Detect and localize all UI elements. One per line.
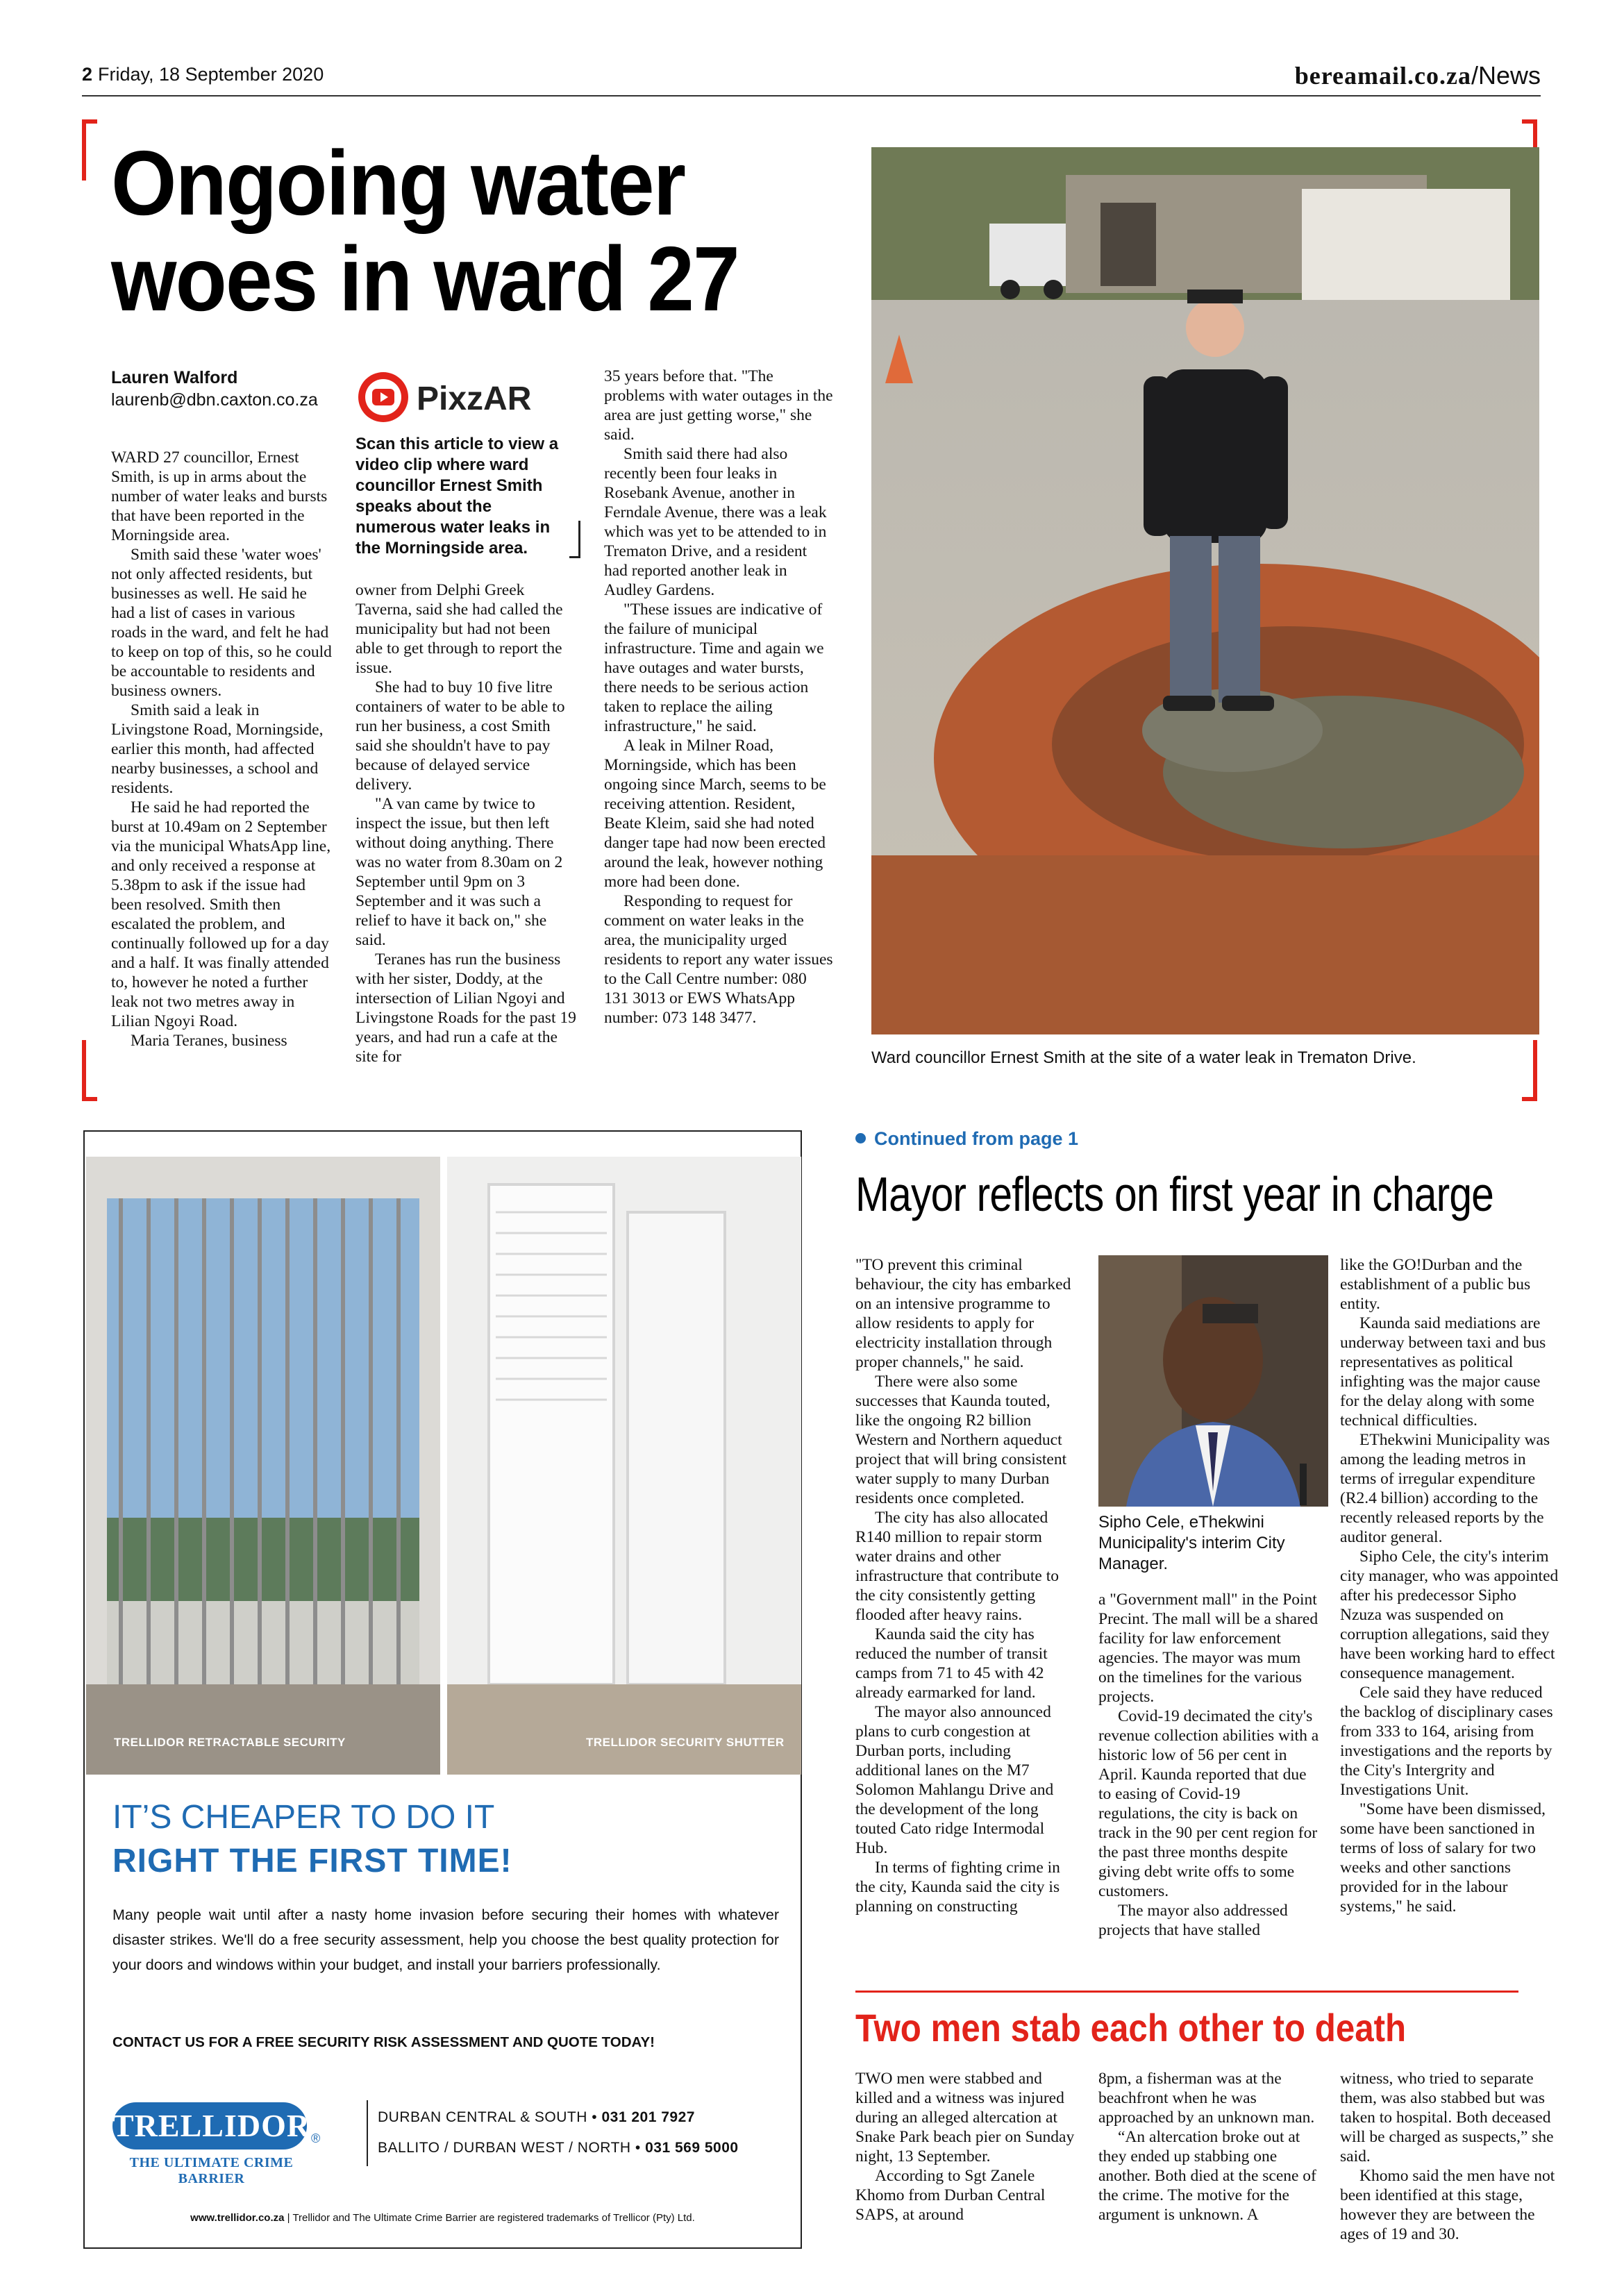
paragraph: 8pm, a fisherman was at the beachfront when he was approached by an unknown man. [1098, 2070, 1315, 2127]
lead-photo [871, 147, 1539, 1034]
mayor-photo-caption: Sipho Cele, eThekwini Municipality's interim City Manager. [1098, 1513, 1285, 1573]
paragraph: According to Sgt Zanele Khomo from Durban Central SAPS, at around [855, 2167, 1046, 2224]
paragraph: Khomo said the men have not been identified at this stage, however they are between the ages of 19 and 30. [1340, 2167, 1555, 2243]
corner-bracket-bottom-left [82, 1040, 97, 1101]
stab-col-3 [1340, 2069, 1559, 2244]
ad-call-to-action: CONTACT US FOR A FREE SECURITY RISK ASSESSMENT AND QUOTE TODAY! [112, 2034, 655, 2050]
paragraph: Kaunda said mediations are underway between taxi and bus representatives as political infighting was the major cause for the delay along with some technical difficulties. [1340, 1314, 1546, 1430]
bullet-icon [855, 1133, 866, 1143]
ad-tag-left: TRELLIDOR RETRACTABLE SECURITY [114, 1736, 346, 1749]
section-rule [855, 1991, 1518, 1993]
stab-col-2 [1098, 2069, 1319, 2224]
paragraph: WARD 27 councillor, Ernest Smith, is up in arms about the number of water leaks and bursts that have been reported in the Morningside area. [111, 449, 328, 544]
paragraph: A leak in Milner Road, Morningside, which has been ongoing since March, seems to be receiving attention. Resident, Beate Kleim, said she had noted danger tape had now been erected around the leak, however nothing more had been done. [604, 737, 826, 891]
page-number: 2 [82, 64, 93, 85]
paragraph: "TO prevent this criminal behaviour, the city has embarked on an intensive programme to allow residents to apply for electricity installation through proper channels," he said. [855, 1256, 1071, 1371]
paragraph: EThekwini Municipality was among the leading metros in terms of irregular expenditure (R2.4 billion) according to the recently released reports by the auditor general. [1340, 1431, 1550, 1546]
paragraph: TWO men were stabbed and killed and a witness was injured during an alleged altercation at Snake Park beach pier on Sunday night, 13 September. [855, 2070, 1075, 2165]
paragraph: "These issues are indicative of the failure of municipal infrastructure. Time and again we have outages and water bursts, there needs to be serious action taken to replace the ailing infrastructure," he said. [604, 601, 824, 735]
paragraph: He said he had reported the burst at 10.49am on 2 September via the municipal WhatsApp line, and only received a response at 5.38pm to ask if the issue had been resolved. Smith then escalated the problem, and continually followed up for a day and a half. It was finally attended to, however he noted a further leak not two metres away in Lilian Ngoyi Road. [111, 798, 331, 1030]
issue-date: Friday, 18 September 2020 [98, 64, 324, 85]
ad-body-text: Many people wait until after a nasty home invasion before securing their homes with whatever disaster strikes. We'll do a free security assessment, help you choose the best quality protection for your doors and windows within your budget, and install your barriers professionally. [112, 1907, 779, 1973]
site-name[interactable]: bereamail.co.za [1294, 62, 1471, 90]
trellidor-tagline: THE ULTIMATE CRIME BARRIER [129, 2155, 294, 2186]
corner-bracket-top-left [82, 119, 97, 181]
lead-col-1 [111, 448, 332, 1050]
pixzar-bracket [569, 521, 580, 558]
ad-footer: www.trellidor.co.za | Trellidor and The Ultimate Crime Barrier are registered trademarks of Trellicor (Pty) Ltd. [190, 2212, 695, 2224]
ad-phone-line-2: BALLITO / DURBAN WEST / NORTH • 031 569 5000 [378, 2140, 739, 2156]
lead-headline-line1: Ongoing water [111, 132, 685, 234]
paragraph: Covid-19 decimated the city's revenue collection abilities with a historic low of 56 per cent in April. Kaunda reported that due to easing of Covid-19 regulations, the city is back on track in the 90 per cent region for the past three months despite giving debt write offs to some customers. [1098, 1707, 1319, 1900]
trellidor-advert[interactable] [83, 1130, 802, 2249]
ad-footer-text: Trellidor and The Ultimate Crime Barrier are registered trademarks of Trellicor (Pty) Ltd. [292, 2212, 695, 2224]
lead-col-3 [604, 367, 833, 1028]
mayor-headline: Mayor reflects on first year in charge [855, 1167, 1494, 1221]
paragraph: 35 years before that. "The problems with water outages in the area are just getting worse," she said. [604, 367, 833, 444]
pixzar-instructions: Scan this article to view a video clip where ward councillor Ernest Smith speaks about the numerous water leaks in the Morningside area. [355, 435, 559, 558]
ad-divider [367, 2100, 368, 2166]
author-email[interactable]: laurenb@dbn.caxton.co.za [111, 390, 318, 410]
paragraph: Maria Teranes, business [131, 1032, 287, 1050]
paragraph: Teranes has run the business with her sister, Doddy, at the intersection of Lilian Ngoyi and Livingstone Roads for the past 19 years, and had run a cafe at the site for [355, 950, 576, 1066]
phone-area: BALLITO / DURBAN WEST / NORTH [378, 2140, 631, 2156]
paragraph: In terms of fighting crime in the city, Kaunda said the city is planning on constructing [855, 1859, 1060, 1916]
lead-col-2 [355, 580, 576, 1066]
paragraph: The mayor also addressed projects that have stalled [1098, 1902, 1288, 1939]
paragraph: Smith said there had also recently been four leaks in Rosebank Avenue, another in Ferndale Avenue, there was a leak which was yet to be attended to in Trematon Drive, and a resident had reported another leak in Audley Gardens. [604, 445, 827, 599]
paragraph: She had to buy 10 five litre containers of water to be able to run her business, a cost Smith said she shouldn't have to pay because of delayed service delivery. [355, 678, 565, 794]
trellidor-logo-text: TRELLIDOR [112, 2108, 311, 2143]
paragraph: owner from Delphi Greek Taverna, said she had called the municipality but had not been able to get through to report the issue. [355, 581, 563, 677]
ad-headline-1: IT’S CHEAPER TO DO IT [112, 1799, 495, 1836]
paragraph: The mayor also announced plans to curb congestion at Durban ports, including additional lanes on the M7 Solomon Mahlangu Drive and the development of the long touted Cato ridge Intermodal Hub. [855, 1703, 1054, 1857]
ad-tag-right: TRELLIDOR SECURITY SHUTTER [586, 1736, 785, 1749]
paragraph: Cele said they have reduced the backlog of disciplinary cases from 333 to 164, arising from investigations and the reports by the City's Intergrity and Investigations Unit. [1340, 1684, 1553, 1799]
paragraph: witness, who tried to separate them, was also stabbed but was taken to hospital. Both deceased will be charged as suspects,” she said. [1340, 2070, 1554, 2165]
mayor-col-1 [855, 1255, 1076, 1916]
ad-footer-url[interactable]: www.trellidor.co.za [190, 2212, 285, 2224]
paragraph: Sipho Cele, the city's interim city manager, who was appointed after his predecessor Sipho Nzuza was suspended on corruption allegations, said they have been working hard to effect consequence management. [1340, 1548, 1559, 1682]
paragraph: Smith said a leak in Livingstone Road, Morningside, earlier this month, had affected nearby businesses, a school and residents. [111, 701, 324, 797]
corner-bracket-bottom-right [1522, 1040, 1537, 1101]
continued-text: Continued from page 1 [874, 1128, 1079, 1149]
phone-number[interactable]: 031 569 5000 [645, 2140, 739, 2156]
section-name: /News [1471, 61, 1541, 90]
ad-phone-line-1: DURBAN CENTRAL & SOUTH • 031 201 7927 [378, 2109, 695, 2125]
pixzar-wordmark: PixzAR [417, 380, 532, 417]
paragraph: Responding to request for comment on water leaks in the area, the municipality urged residents to report any water issues to the Call Centre number: 080 131 3013 or EWS WhatsApp number: 073 148 3477. [604, 892, 833, 1027]
trellidor-logo [112, 2102, 311, 2150]
continued-label [855, 1128, 1078, 1150]
paragraph: "Some have been dismissed, some have been sanctioned in terms of loss of salary for two weeks and other sanctions provided for in the labour systems," he said. [1340, 1800, 1546, 1916]
paragraph: Smith said these 'water woes' not only affected residents, but businesses as well. He said he had a list of cases in various roads in the ward, and felt he had to keep on top of this, so he could be accountable to residents and business owners. [111, 546, 332, 700]
lead-headline [111, 132, 782, 330]
mayor-photo [1098, 1255, 1328, 1507]
page-header-right [1295, 61, 1541, 90]
stab-col-1 [855, 2069, 1076, 2224]
phone-area: DURBAN CENTRAL & SOUTH [378, 2109, 587, 2125]
mayor-col-3 [1340, 1255, 1559, 1916]
paragraph: like the GO!Durban and the establishment of a public bus entity. [1340, 1256, 1531, 1313]
paragraph: a "Government mall" in the Point Precint. The mall will be a shared facility for law enforcement agencies. The mayor was mum on the timelines for the various projects. [1098, 1591, 1319, 1706]
paragraph: “An altercation broke out at they ended up stabbing one another. Both died at the scene of the crime. The motive for the argument is unknown. A [1098, 2128, 1316, 2224]
pixzar-logo [355, 369, 585, 425]
stab-headline: Two men stab each other to death [855, 2006, 1407, 2050]
paragraph: The city has also allocated R140 million to repair storm water drains and other infrastructure that contribute to the city consistently getting flooded after heavy rains. [855, 1509, 1059, 1624]
paragraph: Kaunda said the city has reduced the number of transit camps from 71 to 45 with 42 already earmarked for land. [855, 1625, 1048, 1702]
header-rule [82, 95, 1541, 97]
lead-headline-line2: woes in ward 27 [111, 228, 739, 330]
mayor-col-2 [1098, 1590, 1319, 1940]
lead-photo-caption: Ward councillor Ernest Smith at the site of a water leak in Trematon Drive. [871, 1048, 1416, 1067]
paragraph: There were also some successes that Kaunda touted, like the ongoing R2 billion Western and Northern aqueduct project that will bring consistent water supply to many Durban residents once completed. [855, 1373, 1067, 1507]
paragraph: "A van came by twice to inspect the issue, but then left without doing anything. There was no water from 8.30am on 2 September until 9pm on 3 September and it was such a relief to have it back on," she said. [355, 795, 563, 949]
phone-number[interactable]: 031 201 7927 [601, 2109, 695, 2125]
page-header-left [82, 64, 324, 85]
registered-mark: ® [311, 2131, 321, 2145]
ad-product-photos [86, 1157, 808, 1775]
byline [111, 367, 318, 411]
author-name: Lauren Walford [111, 368, 238, 387]
ad-headline-2: RIGHT THE FIRST TIME! [112, 1843, 512, 1879]
